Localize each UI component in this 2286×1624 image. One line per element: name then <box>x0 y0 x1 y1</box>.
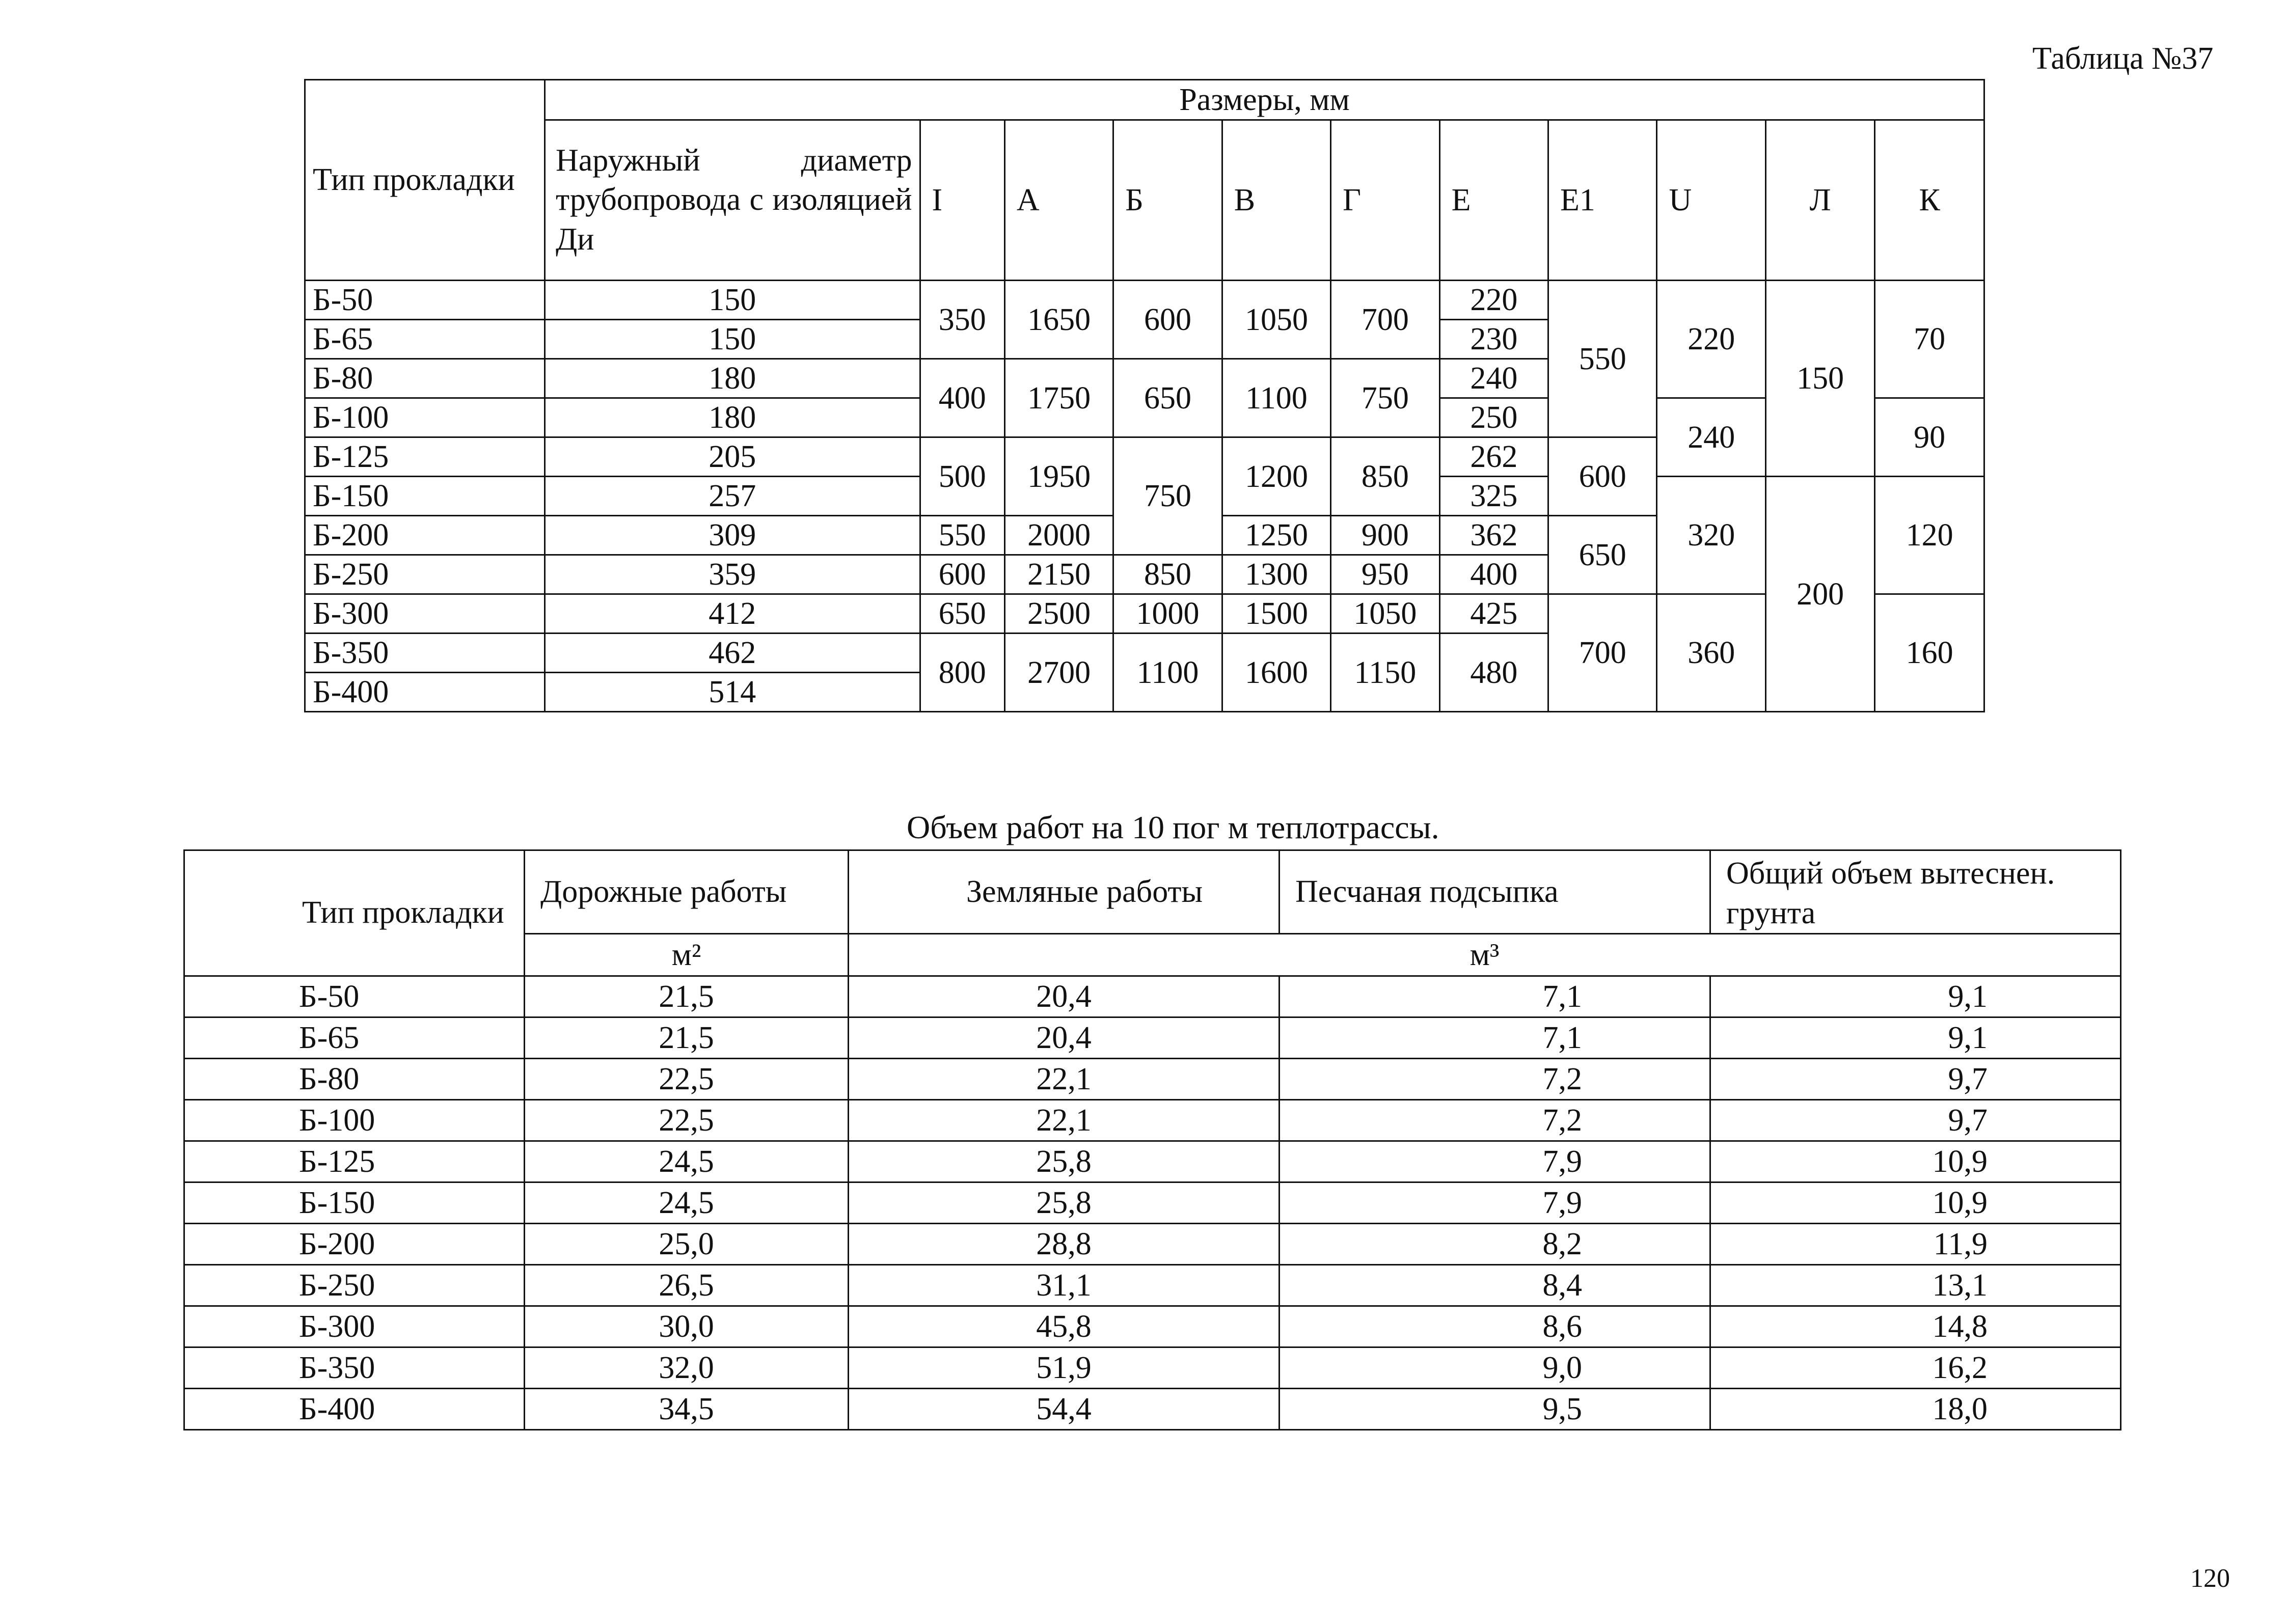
k-cell: 160 <box>1875 594 1984 712</box>
e-cell: 220 <box>1439 281 1548 320</box>
i-cell: 600 <box>920 555 1004 594</box>
type-cell: Б-300 <box>305 594 545 634</box>
table-row <box>184 1265 2121 1306</box>
road-works-cell: 24,5 <box>525 1182 849 1224</box>
e-cell: 262 <box>1439 437 1548 477</box>
v-cell: 1500 <box>1222 594 1330 634</box>
earth-works-cell: 54,4 <box>849 1389 1280 1430</box>
i-cell: 800 <box>920 634 1004 712</box>
col-header-i: I <box>920 120 1004 281</box>
col-header-l: Л <box>1765 120 1874 281</box>
i-cell: 400 <box>920 359 1004 437</box>
e1-cell: 700 <box>1548 594 1657 712</box>
diameter-cell: 150 <box>545 281 920 320</box>
col-header-u: U <box>1657 120 1765 281</box>
type-cell: Б-200 <box>305 516 545 555</box>
v-cell: 1050 <box>1222 281 1330 359</box>
v-cell: 1100 <box>1222 359 1330 437</box>
e-cell: 240 <box>1439 359 1548 398</box>
volume-table-body <box>184 976 2121 1430</box>
i-cell: 500 <box>920 437 1004 516</box>
a-cell: 2000 <box>1004 516 1113 555</box>
col-header-e1: Е1 <box>1548 120 1657 281</box>
a-cell: 2150 <box>1004 555 1113 594</box>
g-cell: 900 <box>1331 516 1439 555</box>
type-cell: Б-350 <box>305 634 545 673</box>
type-cell: Б-200 <box>184 1224 525 1265</box>
u-cell: 220 <box>1657 281 1765 398</box>
road-works-cell: 25,0 <box>525 1224 849 1265</box>
e-cell: 325 <box>1439 477 1548 516</box>
u-cell: 320 <box>1657 477 1765 594</box>
e-cell: 230 <box>1439 320 1548 359</box>
sand-bedding-cell: 8,6 <box>1280 1306 1710 1347</box>
e-cell: 425 <box>1439 594 1548 634</box>
sand-bedding-cell: 7,2 <box>1280 1100 1710 1141</box>
k-cell: 90 <box>1875 398 1984 477</box>
g-cell: 750 <box>1331 359 1439 437</box>
road-works-header: Дорожные работы <box>525 850 849 934</box>
diameter-cell: 412 <box>545 594 920 634</box>
table-row <box>184 1224 2121 1265</box>
sand-bedding-cell: 7,9 <box>1280 1182 1710 1224</box>
col-header-v: В <box>1222 120 1330 281</box>
sand-bedding-cell: 9,5 <box>1280 1389 1710 1430</box>
displaced-soil-cell: 13,1 <box>1710 1265 2121 1306</box>
earth-works-cell: 22,1 <box>849 1059 1280 1100</box>
road-works-cell: 21,5 <box>525 976 849 1017</box>
road-works-cell: 24,5 <box>525 1141 849 1182</box>
type-cell: Б-400 <box>184 1389 525 1430</box>
earth-works-cell: 31,1 <box>849 1265 1280 1306</box>
type-cell: Б-50 <box>184 976 525 1017</box>
diameter-cell: 180 <box>545 359 920 398</box>
earth-works-cell: 45,8 <box>849 1306 1280 1347</box>
e1-cell: 550 <box>1548 281 1657 437</box>
diameter-cell: 257 <box>545 477 920 516</box>
displaced-soil-cell: 11,9 <box>1710 1224 2121 1265</box>
type-cell: Б-65 <box>184 1017 525 1059</box>
table-row <box>184 1059 2121 1100</box>
table-number: Таблица №37 <box>2032 41 2214 76</box>
type-cell: Б-250 <box>305 555 545 594</box>
sand-bedding-cell: 7,9 <box>1280 1141 1710 1182</box>
l-cell: 150 <box>1765 281 1874 477</box>
b-cell: 1000 <box>1113 594 1222 634</box>
v-cell: 1200 <box>1222 437 1330 516</box>
displaced-soil-cell: 9,1 <box>1710 1017 2121 1059</box>
type-cell: Б-50 <box>305 281 545 320</box>
type-cell: Б-125 <box>305 437 545 477</box>
sand-bedding-cell: 7,2 <box>1280 1059 1710 1100</box>
displaced-soil-cell: 18,0 <box>1710 1389 2121 1430</box>
e-cell: 480 <box>1439 634 1548 712</box>
u-cell: 240 <box>1657 398 1765 477</box>
diameter-cell: 309 <box>545 516 920 555</box>
earth-works-cell: 25,8 <box>849 1141 1280 1182</box>
v-cell: 1300 <box>1222 555 1330 594</box>
diameter-cell: 359 <box>545 555 920 594</box>
table-row <box>184 976 2121 1017</box>
type-cell: Б-125 <box>184 1141 525 1182</box>
unit-m2: м² <box>525 934 849 976</box>
road-works-cell: 34,5 <box>525 1389 849 1430</box>
i-cell: 650 <box>920 594 1004 634</box>
diameter-cell: 514 <box>545 673 920 712</box>
i-cell: 350 <box>920 281 1004 359</box>
road-works-cell: 26,5 <box>525 1265 849 1306</box>
table-row <box>184 1141 2121 1182</box>
col-header-b: Б <box>1113 120 1222 281</box>
type-cell: Б-300 <box>184 1306 525 1347</box>
diameter-cell: 180 <box>545 398 920 437</box>
volume-table <box>183 849 2121 1430</box>
page-number: 120 <box>2190 1564 2230 1593</box>
col-header-k: К <box>1875 120 1984 281</box>
b-cell: 750 <box>1113 437 1222 555</box>
diameter-cell: 462 <box>545 634 920 673</box>
type-cell: Б-350 <box>184 1347 525 1389</box>
displaced-soil-cell: 14,8 <box>1710 1306 2121 1347</box>
g-cell: 700 <box>1331 281 1439 359</box>
col-header-g: Г <box>1331 120 1439 281</box>
a-cell: 2500 <box>1004 594 1113 634</box>
type-cell: Б-150 <box>305 477 545 516</box>
e-cell: 362 <box>1439 516 1548 555</box>
table-row <box>184 1100 2121 1141</box>
diameter-cell: 205 <box>545 437 920 477</box>
sand-bedding-cell: 9,0 <box>1280 1347 1710 1389</box>
displaced-soil-cell: 9,7 <box>1710 1059 2121 1100</box>
e1-cell: 650 <box>1548 516 1657 594</box>
displaced-soil-cell: 10,9 <box>1710 1182 2121 1224</box>
displaced-soil-header: Общий объем вытеснен. грунта <box>1710 850 2121 934</box>
unit-m3: м³ <box>849 934 2121 976</box>
e1-cell: 600 <box>1548 437 1657 516</box>
e-cell: 400 <box>1439 555 1548 594</box>
k-cell: 120 <box>1875 477 1984 594</box>
e-cell: 250 <box>1439 398 1548 437</box>
type-cell: Б-65 <box>305 320 545 359</box>
diameter-cell: 150 <box>545 320 920 359</box>
sand-bedding-cell: 8,2 <box>1280 1224 1710 1265</box>
type-header: Тип прокладки <box>305 80 545 281</box>
earth-works-cell: 20,4 <box>849 976 1280 1017</box>
earth-works-cell: 28,8 <box>849 1224 1280 1265</box>
road-works-cell: 30,0 <box>525 1306 849 1347</box>
col-header-e: Е <box>1439 120 1548 281</box>
earth-works-header: Земляные работы <box>849 850 1280 934</box>
b-cell: 650 <box>1113 359 1222 437</box>
type-cell: Б-100 <box>305 398 545 437</box>
road-works-cell: 22,5 <box>525 1100 849 1141</box>
type-cell: Б-150 <box>184 1182 525 1224</box>
road-works-cell: 21,5 <box>525 1017 849 1059</box>
a-cell: 1950 <box>1004 437 1113 516</box>
type-cell: Б-80 <box>184 1059 525 1100</box>
a-cell: 1750 <box>1004 359 1113 437</box>
type-cell: Б-80 <box>305 359 545 398</box>
v-cell: 1600 <box>1222 634 1330 712</box>
g-cell: 950 <box>1331 555 1439 594</box>
earth-works-cell: 25,8 <box>849 1182 1280 1224</box>
road-works-cell: 22,5 <box>525 1059 849 1100</box>
diameter-header: Наружный диаметр трубопровода с изоляцией Ди <box>545 120 920 281</box>
b-cell: 1100 <box>1113 634 1222 712</box>
displaced-soil-cell: 10,9 <box>1710 1141 2121 1182</box>
table-row <box>184 1347 2121 1389</box>
sand-bedding-cell: 7,1 <box>1280 976 1710 1017</box>
g-cell: 1150 <box>1331 634 1439 712</box>
vol-type-header: Тип прокладки <box>184 850 525 976</box>
type-cell: Б-100 <box>184 1100 525 1141</box>
sand-bedding-header: Песчаная подсыпка <box>1280 850 1710 934</box>
sand-bedding-cell: 7,1 <box>1280 1017 1710 1059</box>
table-row <box>184 1017 2121 1059</box>
k-cell: 70 <box>1875 281 1984 398</box>
g-cell: 1050 <box>1331 594 1439 634</box>
l-cell: 200 <box>1765 477 1874 712</box>
col-header-a: А <box>1004 120 1113 281</box>
earth-works-cell: 22,1 <box>849 1100 1280 1141</box>
b-cell: 850 <box>1113 555 1222 594</box>
earth-works-cell: 20,4 <box>849 1017 1280 1059</box>
sand-bedding-cell: 8,4 <box>1280 1265 1710 1306</box>
table-row <box>184 1182 2121 1224</box>
v-cell: 1250 <box>1222 516 1330 555</box>
a-cell: 1650 <box>1004 281 1113 359</box>
g-cell: 850 <box>1331 437 1439 516</box>
earth-works-cell: 51,9 <box>849 1347 1280 1389</box>
b-cell: 600 <box>1113 281 1222 359</box>
volume-caption: Объем работ на 10 пог м теплотрассы. <box>907 809 1439 845</box>
displaced-soil-cell: 9,1 <box>1710 976 2121 1017</box>
type-cell: Б-250 <box>184 1265 525 1306</box>
table-row <box>184 1389 2121 1430</box>
dimensions-table <box>304 79 1985 712</box>
i-cell: 550 <box>920 516 1004 555</box>
road-works-cell: 32,0 <box>525 1347 849 1389</box>
a-cell: 2700 <box>1004 634 1113 712</box>
displaced-soil-cell: 9,7 <box>1710 1100 2121 1141</box>
displaced-soil-cell: 16,2 <box>1710 1347 2121 1389</box>
u-cell: 360 <box>1657 594 1765 712</box>
type-cell: Б-400 <box>305 673 545 712</box>
table-row <box>184 1306 2121 1347</box>
sizes-group-header: Размеры, мм <box>545 80 1984 120</box>
